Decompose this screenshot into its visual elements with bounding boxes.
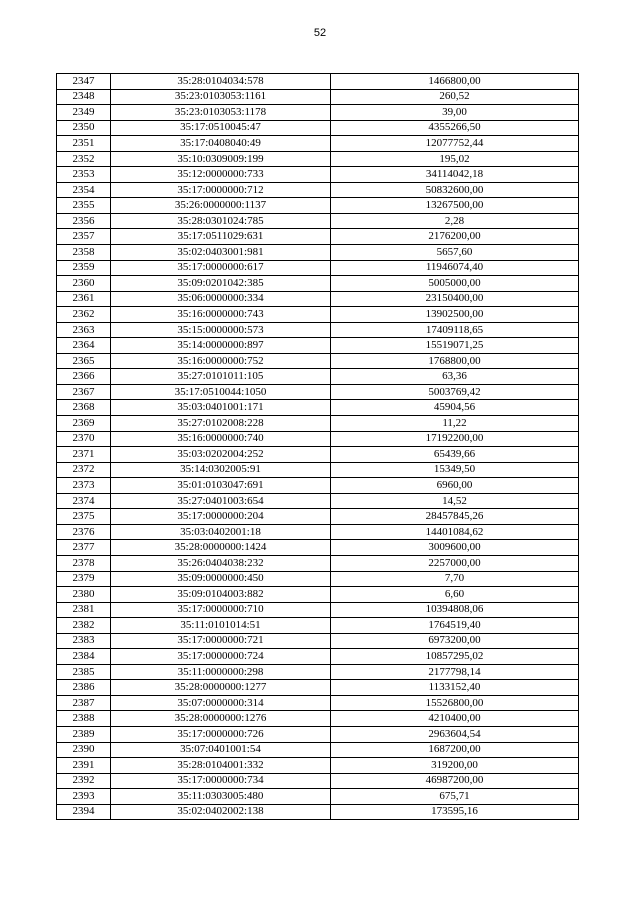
table-row: [57, 136, 579, 152]
value-cell: 6,60: [331, 587, 579, 603]
row-number-cell: 2353: [57, 167, 111, 183]
cadastral-number-cell: 35:28:0104034:578: [111, 74, 331, 90]
cadastral-number-cell: 35:03:0402001:18: [111, 524, 331, 540]
table-row: [57, 74, 579, 90]
value-cell: 4355266,50: [331, 120, 579, 136]
cadastral-number-cell: 35:02:0402002:138: [111, 804, 331, 820]
cadastral-number-cell: 35:28:0301024:785: [111, 213, 331, 229]
value-cell: 319200,00: [331, 758, 579, 774]
row-number-cell: 2371: [57, 447, 111, 463]
value-cell: 34114042,18: [331, 167, 579, 183]
table-row: [57, 322, 579, 338]
table-row: [57, 198, 579, 214]
cadastral-number-cell: 35:14:0000000:897: [111, 338, 331, 354]
cadastral-number-cell: 35:02:0403001:981: [111, 245, 331, 261]
value-cell: 10394808,06: [331, 602, 579, 618]
row-number-cell: 2393: [57, 789, 111, 805]
value-cell: 6960,00: [331, 478, 579, 494]
value-cell: 10857295,02: [331, 649, 579, 665]
row-number-cell: 2377: [57, 540, 111, 556]
cadastral-number-cell: 35:28:0104001:332: [111, 758, 331, 774]
value-cell: 63,36: [331, 369, 579, 385]
table-row: [57, 120, 579, 136]
cadastral-number-cell: 35:17:0000000:724: [111, 649, 331, 665]
table-row: [57, 789, 579, 805]
cadastral-number-cell: 35:17:0000000:710: [111, 602, 331, 618]
cadastral-number-cell: 35:17:0000000:734: [111, 773, 331, 789]
cadastral-number-cell: 35:03:0401001:171: [111, 400, 331, 416]
value-cell: 1466800,00: [331, 74, 579, 90]
row-number-cell: 2380: [57, 587, 111, 603]
value-cell: 15349,50: [331, 462, 579, 478]
value-cell: 195,02: [331, 151, 579, 167]
value-cell: 65439,66: [331, 447, 579, 463]
cadastral-number-cell: 35:27:0101011:105: [111, 369, 331, 385]
row-number-cell: 2386: [57, 680, 111, 696]
value-cell: 15519071,25: [331, 338, 579, 354]
row-number-cell: 2363: [57, 322, 111, 338]
table-row: [57, 338, 579, 354]
row-number-cell: 2354: [57, 182, 111, 198]
row-number-cell: 2367: [57, 384, 111, 400]
row-number-cell: 2376: [57, 524, 111, 540]
table-row: [57, 804, 579, 820]
value-cell: 5003769,42: [331, 384, 579, 400]
cadastral-number-cell: 35:17:0000000:204: [111, 509, 331, 525]
value-cell: 13267500,00: [331, 198, 579, 214]
row-number-cell: 2357: [57, 229, 111, 245]
cadastral-number-cell: 35:16:0000000:752: [111, 353, 331, 369]
cadastral-number-cell: 35:17:0000000:726: [111, 726, 331, 742]
table-row: [57, 276, 579, 292]
cadastral-number-cell: 35:14:0302005:91: [111, 462, 331, 478]
table-row: [57, 384, 579, 400]
row-number-cell: 2372: [57, 462, 111, 478]
row-number-cell: 2389: [57, 726, 111, 742]
row-number-cell: 2356: [57, 213, 111, 229]
cadastral-number-cell: 35:17:0408040:49: [111, 136, 331, 152]
table-row: [57, 105, 579, 121]
cadastral-number-cell: 35:16:0000000:743: [111, 307, 331, 323]
cadastral-number-cell: 35:17:0511029:631: [111, 229, 331, 245]
cadastral-number-cell: 35:11:0000000:298: [111, 664, 331, 680]
value-cell: 3009600,00: [331, 540, 579, 556]
cadastral-number-cell: 35:03:0202004:252: [111, 447, 331, 463]
row-number-cell: 2387: [57, 695, 111, 711]
row-number-cell: 2366: [57, 369, 111, 385]
row-number-cell: 2373: [57, 478, 111, 494]
row-number-cell: 2369: [57, 416, 111, 432]
row-number-cell: 2381: [57, 602, 111, 618]
value-cell: 173595,16: [331, 804, 579, 820]
table-row: [57, 245, 579, 261]
row-number-cell: 2392: [57, 773, 111, 789]
value-cell: 28457845,26: [331, 509, 579, 525]
row-number-cell: 2352: [57, 151, 111, 167]
cadastral-number-cell: 35:09:0201042:385: [111, 276, 331, 292]
row-number-cell: 2374: [57, 493, 111, 509]
value-cell: 11,22: [331, 416, 579, 432]
value-cell: 2257000,00: [331, 555, 579, 571]
row-number-cell: 2364: [57, 338, 111, 354]
row-number-cell: 2370: [57, 431, 111, 447]
row-number-cell: 2349: [57, 105, 111, 121]
table-row: [57, 618, 579, 634]
row-number-cell: 2375: [57, 509, 111, 525]
table-row: [57, 587, 579, 603]
table-row: [57, 400, 579, 416]
cadastral-number-cell: 35:23:0103053:1178: [111, 105, 331, 121]
cadastral-number-cell: 35:10:0309009:199: [111, 151, 331, 167]
value-cell: 1687200,00: [331, 742, 579, 758]
cadastral-number-cell: 35:01:0103047:691: [111, 478, 331, 494]
row-number-cell: 2360: [57, 276, 111, 292]
value-cell: 2176200,00: [331, 229, 579, 245]
row-number-cell: 2383: [57, 633, 111, 649]
value-cell: 6973200,00: [331, 633, 579, 649]
table-row: [57, 524, 579, 540]
cadastral-number-cell: 35:11:0303005:480: [111, 789, 331, 805]
cadastral-number-cell: 35:16:0000000:740: [111, 431, 331, 447]
cadastral-number-cell: 35:27:0401003:654: [111, 493, 331, 509]
row-number-cell: 2368: [57, 400, 111, 416]
table-row: [57, 307, 579, 323]
table-row: [57, 711, 579, 727]
value-cell: 5005000,00: [331, 276, 579, 292]
value-cell: 46987200,00: [331, 773, 579, 789]
row-number-cell: 2348: [57, 89, 111, 105]
cadastral-number-cell: 35:28:0000000:1276: [111, 711, 331, 727]
cadastral-number-cell: 35:27:0102008:228: [111, 416, 331, 432]
row-number-cell: 2379: [57, 571, 111, 587]
table-row: [57, 462, 579, 478]
table-row: [57, 602, 579, 618]
cadastral-number-cell: 35:17:0510044:1050: [111, 384, 331, 400]
value-cell: 260,52: [331, 89, 579, 105]
table-row: [57, 416, 579, 432]
row-number-cell: 2394: [57, 804, 111, 820]
table-row: [57, 758, 579, 774]
table-row: [57, 431, 579, 447]
table-row: [57, 260, 579, 276]
table-row: [57, 182, 579, 198]
row-number-cell: 2378: [57, 555, 111, 571]
table-row: [57, 509, 579, 525]
row-number-cell: 2358: [57, 245, 111, 261]
value-cell: 14,52: [331, 493, 579, 509]
row-number-cell: 2347: [57, 74, 111, 90]
value-cell: 11946074,40: [331, 260, 579, 276]
value-cell: 5657,60: [331, 245, 579, 261]
cadastral-number-cell: 35:28:0000000:1424: [111, 540, 331, 556]
table-row: [57, 167, 579, 183]
table-row: [57, 664, 579, 680]
cadastral-number-cell: 35:15:0000000:573: [111, 322, 331, 338]
table-row: [57, 89, 579, 105]
row-number-cell: 2388: [57, 711, 111, 727]
value-cell: 12077752,44: [331, 136, 579, 152]
row-number-cell: 2359: [57, 260, 111, 276]
cadastral-number-cell: 35:17:0510045:47: [111, 120, 331, 136]
table-row: [57, 555, 579, 571]
cadastral-number-cell: 35:17:0000000:617: [111, 260, 331, 276]
table-row: [57, 229, 579, 245]
value-cell: 675,71: [331, 789, 579, 805]
table-body: [57, 74, 579, 820]
cadastral-number-cell: 35:07:0000000:314: [111, 695, 331, 711]
cadastral-number-cell: 35:26:0404038:232: [111, 555, 331, 571]
value-cell: 15526800,00: [331, 695, 579, 711]
cadastral-number-cell: 35:09:0104003:882: [111, 587, 331, 603]
row-number-cell: 2390: [57, 742, 111, 758]
cadastral-number-cell: 35:23:0103053:1161: [111, 89, 331, 105]
value-cell: 23150400,00: [331, 291, 579, 307]
value-cell: 14401084,62: [331, 524, 579, 540]
value-cell: 1133152,40: [331, 680, 579, 696]
table-row: [57, 773, 579, 789]
table-row: [57, 571, 579, 587]
table-row: [57, 151, 579, 167]
table-row: [57, 478, 579, 494]
value-cell: 2,28: [331, 213, 579, 229]
cadastral-number-cell: 35:09:0000000:450: [111, 571, 331, 587]
row-number-cell: 2361: [57, 291, 111, 307]
table-row: [57, 353, 579, 369]
table-row: [57, 291, 579, 307]
table-row: [57, 695, 579, 711]
value-cell: 1764519,40: [331, 618, 579, 634]
data-table: [56, 73, 579, 820]
row-number-cell: 2350: [57, 120, 111, 136]
table-row: [57, 493, 579, 509]
row-number-cell: 2362: [57, 307, 111, 323]
value-cell: 13902500,00: [331, 307, 579, 323]
table-row: [57, 649, 579, 665]
row-number-cell: 2351: [57, 136, 111, 152]
value-cell: 17192200,00: [331, 431, 579, 447]
value-cell: 2177798,14: [331, 664, 579, 680]
cadastral-number-cell: 35:17:0000000:721: [111, 633, 331, 649]
row-number-cell: 2385: [57, 664, 111, 680]
row-number-cell: 2382: [57, 618, 111, 634]
value-cell: 17409118,65: [331, 322, 579, 338]
row-number-cell: 2384: [57, 649, 111, 665]
value-cell: 45904,56: [331, 400, 579, 416]
row-number-cell: 2355: [57, 198, 111, 214]
value-cell: 4210400,00: [331, 711, 579, 727]
table-row: [57, 726, 579, 742]
table-row: [57, 633, 579, 649]
value-cell: 39,00: [331, 105, 579, 121]
value-cell: 2963604,54: [331, 726, 579, 742]
cadastral-number-cell: 35:17:0000000:712: [111, 182, 331, 198]
cadastral-number-cell: 35:06:0000000:334: [111, 291, 331, 307]
value-cell: 1768800,00: [331, 353, 579, 369]
row-number-cell: 2391: [57, 758, 111, 774]
table-row: [57, 447, 579, 463]
cadastral-number-cell: 35:11:0101014:51: [111, 618, 331, 634]
cadastral-number-cell: 35:07:0401001:54: [111, 742, 331, 758]
row-number-cell: 2365: [57, 353, 111, 369]
table-row: [57, 540, 579, 556]
table-row: [57, 680, 579, 696]
page-number: 52: [313, 27, 327, 39]
cadastral-number-cell: 35:12:0000000:733: [111, 167, 331, 183]
value-cell: 7,70: [331, 571, 579, 587]
table-row: [57, 742, 579, 758]
value-cell: 50832600,00: [331, 182, 579, 198]
cadastral-number-cell: 35:28:0000000:1277: [111, 680, 331, 696]
table-row: [57, 369, 579, 385]
cadastral-number-cell: 35:26:0000000:1137: [111, 198, 331, 214]
table-row: [57, 213, 579, 229]
